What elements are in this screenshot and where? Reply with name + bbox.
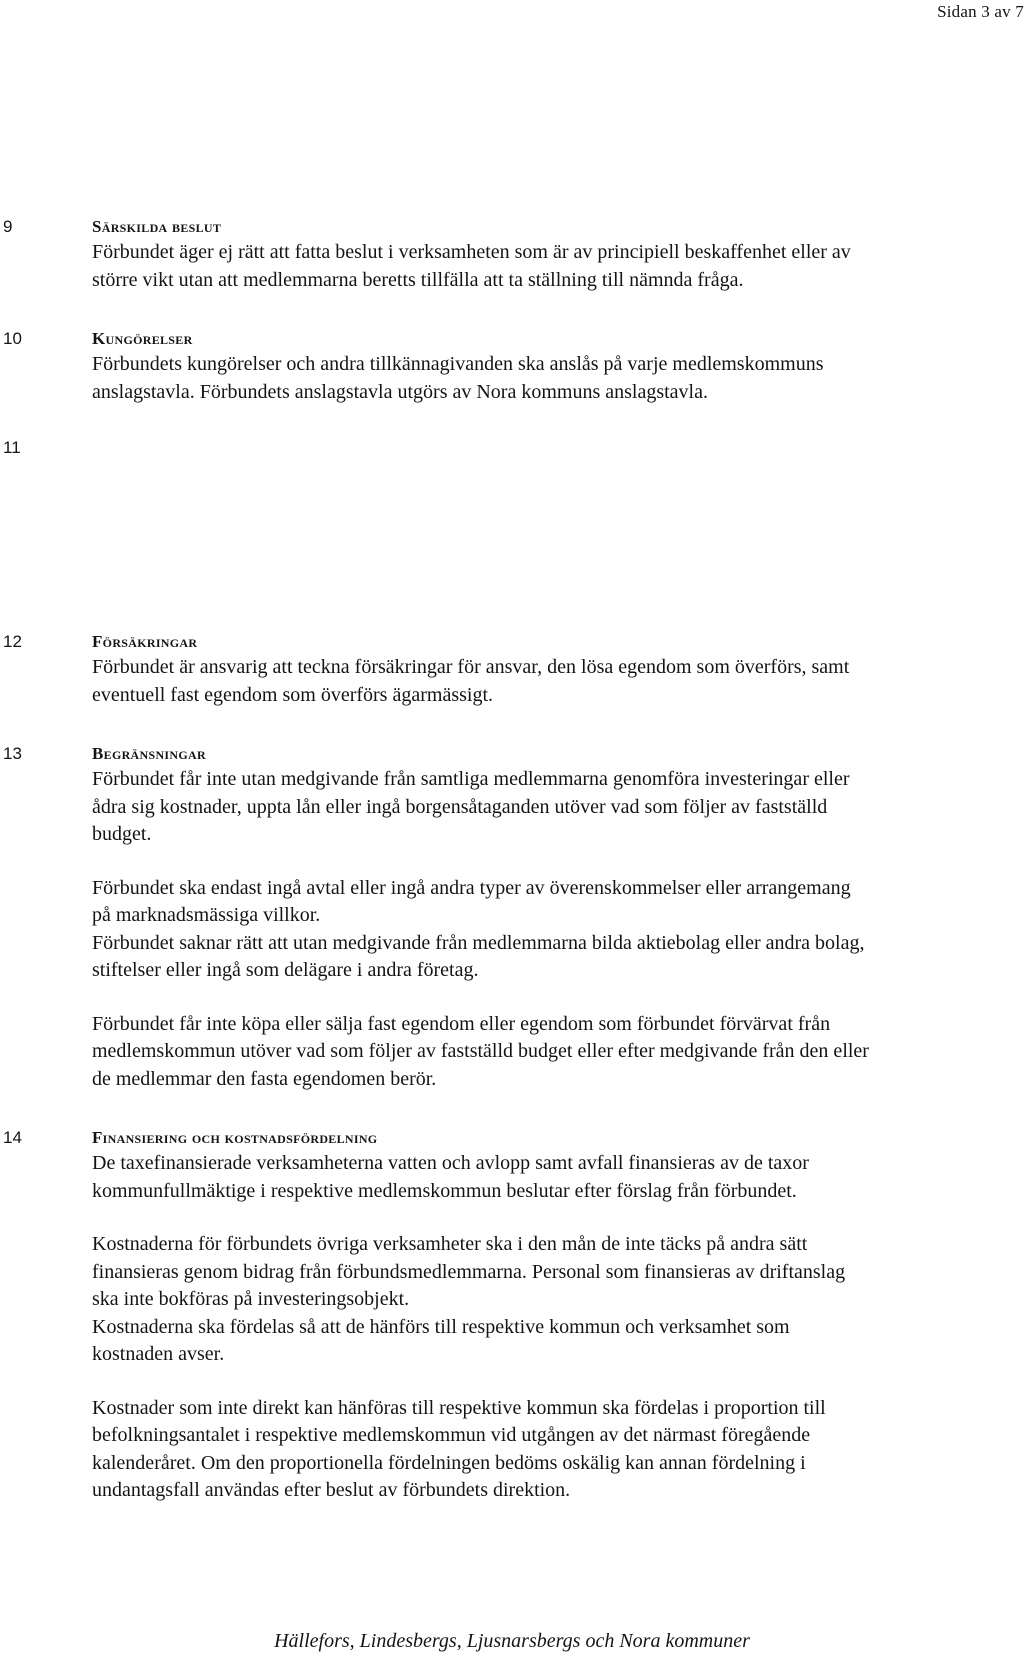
section-number: 12 [3, 632, 22, 651]
section-number: 11 [3, 438, 21, 457]
section-title: Försäkringar [92, 632, 198, 651]
section-title: Kungörelser [92, 329, 193, 348]
section-body [92, 239, 1022, 294]
paragraph: Förbundet är ansvarig att teckna försäkringar för ansvar, den lösa egendom som överförs, samt eventuell fast egendom som överförs ägarmässigt. [92, 656, 850, 706]
paragraph: Förbundet äger ej rätt att fatta beslut i verksamheten som är av principiell beskaffenhet eller av större vikt utan att medlemmarna beretts tillfälla att ta ställning till nämnda fråga. [92, 241, 851, 291]
page-footer: Hällefors, Lindesbergs, Ljusnarsbergs och Nora kommuner [274, 1630, 750, 1652]
page-number: Sidan 3 av 7 [937, 2, 1024, 21]
paragraph: Kostnader som inte direkt kan hänföras till respektive kommun ska fördelas i proportion till befolkningsantalet i respektive medlemskommun vid utgången av det närmast föregående kalenderåret. Om den proportionella fördelningen bedöms oskälig kan annan fördelning i undantagsfall användas efter beslut av förbundets direktion. [92, 1396, 826, 1501]
section-body [92, 766, 1022, 1093]
section-title: Särskilda beslut [92, 217, 222, 236]
section-number: 10 [3, 329, 22, 348]
paragraph: Förbundet saknar rätt att utan medgivande från medlemmarna bilda aktiebolag eller andra bolag, stiftelser eller ingå som delägare i andra företag. [92, 931, 865, 981]
section-number: 14 [3, 1128, 22, 1147]
paragraph: Kostnaderna för förbundets övriga verksamheter ska i den mån de inte täcks på andra sätt finansieras genom bidrag från förbundsmedlemmarna. Personal som finansieras av driftanslag ska inte bokföras på investeringsobjekt. [92, 1233, 846, 1310]
section-body [92, 654, 1022, 709]
paragraph: Kostnaderna ska fördelas så att de hänförs till respektive kommun och verksamhet som kostnaden avser. [92, 1315, 790, 1365]
section-number: 9 [3, 217, 13, 236]
section-body [92, 351, 1022, 406]
paragraph: Förbundets kungörelser och andra tillkännagivanden ska anslås på varje medlemskommuns anslagstavla. Förbundets anslagstavla utgörs av Nora kommuns anslagstavla. [92, 353, 824, 403]
paragraph: Förbundet får inte köpa eller sälja fast egendom eller egendom som förbundet förvärvat från medlemskommun utöver vad som följer av fastställd budget eller efter medgivande från den eller de medlemmar den fasta egendomen berör. [92, 1012, 869, 1090]
section-body [92, 1150, 1022, 1505]
paragraph: De taxefinansierade verksamheterna vatten och avlopp samt avfall finansieras av de taxor kommunfullmäktige i respektive medlemskommun beslutar efter förslag från förbundet. [92, 1152, 809, 1202]
section-number: 13 [3, 744, 22, 763]
paragraph: Förbundet får inte utan medgivande från samtliga medlemmarna genomföra investeringar eller ådra sig kostnader, uppta lån eller ingå borgensåtaganden utöver vad som följer av fastställd budget. [92, 768, 850, 845]
section-title: Begränsningar [92, 744, 206, 763]
section-title: Finansiering och kostnadsfördelning [92, 1128, 378, 1147]
paragraph: Förbundet ska endast ingå avtal eller ingå andra typer av överenskommelser eller arrangemang på marknadsmässiga villkor. [92, 876, 851, 926]
